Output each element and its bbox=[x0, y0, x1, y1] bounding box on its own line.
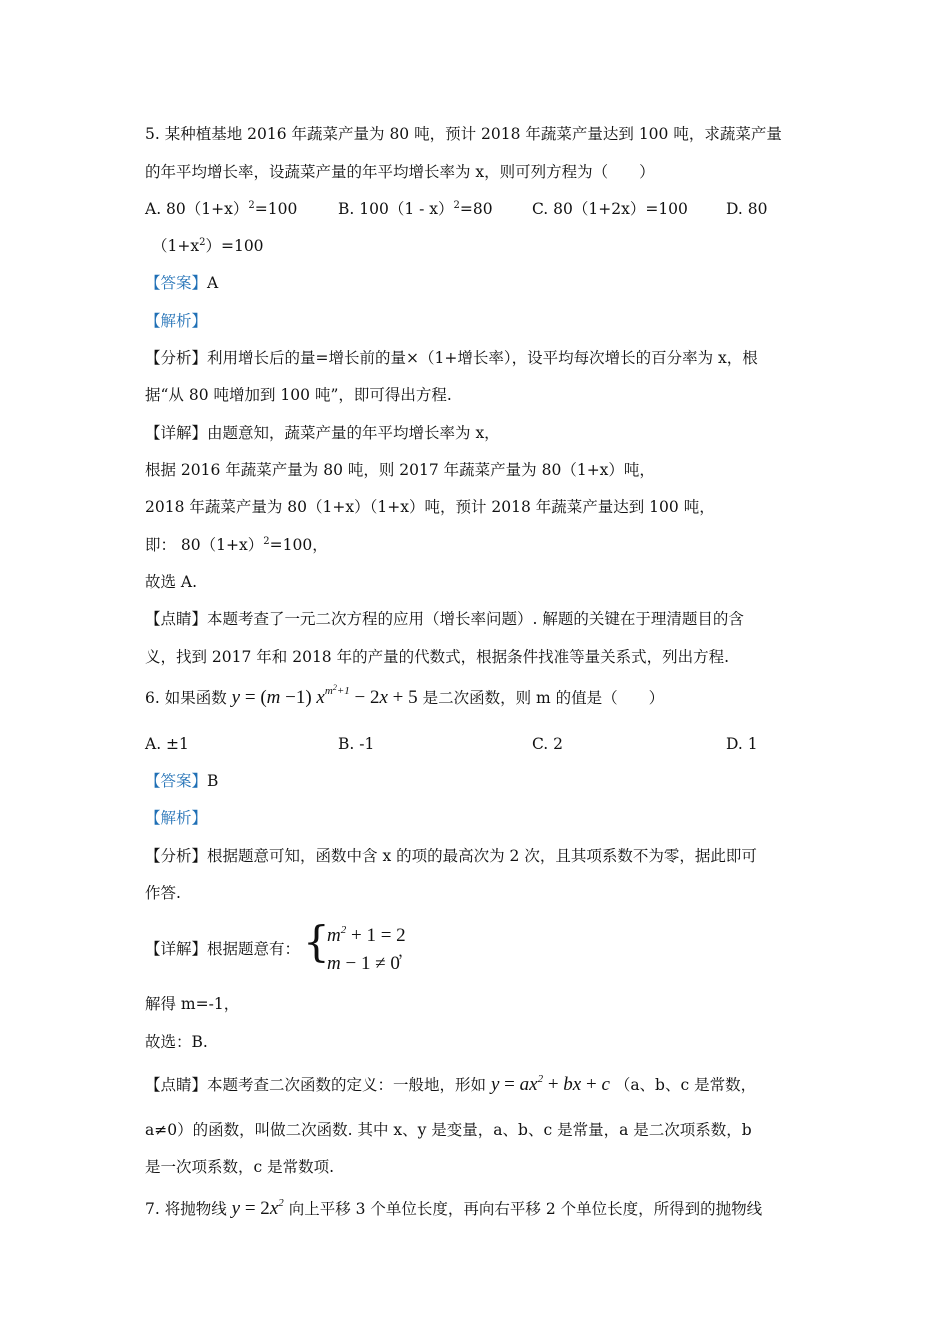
q6-equation-comma: ， bbox=[398, 942, 414, 960]
q6-analysis-tag: 【解析】 bbox=[145, 809, 208, 827]
q6-dianjing-line3: 是一次项系数，c 是常数项. bbox=[145, 1158, 335, 1176]
q6-fenxi: 【分析】根据题意可知，函数中含 x 的项的最高次为 2 次，且其项系数不为零，据此即可 bbox=[145, 847, 757, 865]
q5-answer: 【答案】A bbox=[145, 274, 219, 292]
q5-solution-line-d: 故选 A. bbox=[145, 573, 198, 591]
q6-solution-line-a: 解得 m=-1， bbox=[145, 995, 240, 1013]
q6-option-a: A. ±1 bbox=[145, 735, 189, 753]
q5-fenxi-line2: 据“从 80 吨增加到 100 吨”，即可得出方程. bbox=[145, 386, 452, 404]
q6-option-c: C. 2 bbox=[532, 735, 564, 753]
q5-stem-line1: 5. 某种植基地 2016 年蔬菜产量为 80 吨，预计 2018 年蔬菜产量达到 100 吨，求蔬菜产量 bbox=[145, 125, 782, 143]
q7-stem: 7. 将抛物线 $y = 2x^2$ 向上平移 3 个单位长度，再向右平移 2 个单位长度，所得到的抛物线 bbox=[145, 1197, 763, 1219]
q5-solution-line-b: 2018 年蔬菜产量为 80（1+x）（1+x）吨，预计 2018 年蔬菜产量达到 100 吨， bbox=[145, 498, 715, 516]
q6-dianjing: 【点睛】本题考查二次函数的定义：一般地，形如 $y = ax^2$ + bx + c （a、b、c 是常数， bbox=[145, 1073, 757, 1095]
q7-parabola-formula: $y = 2x^2$ bbox=[231, 1197, 284, 1219]
q6-quadratic-formula: $y = ax^2$ + bx + c bbox=[490, 1073, 610, 1095]
q6-equation-2: m − 1 ≠ 0 bbox=[327, 953, 400, 974]
q5-solution-line-a: 根据 2016 年蔬菜产量为 80 吨，则 2017 年蔬菜产量为 80（1+x）吨， bbox=[145, 461, 655, 479]
q5-fenxi: 【分析】利用增长后的量=增长前的量×（1+增长率），设平均每次增长的百分率为 x，根 bbox=[145, 349, 758, 367]
q5-stem-line2: 的年平均增长率，设蔬菜产量的年平均增长率为 x，则可列方程为（ ） bbox=[145, 163, 655, 181]
q5-xiangjie: 【详解】由题意知，蔬菜产量的年平均增长率为 x， bbox=[145, 424, 500, 442]
q5-option-d: D. 80 bbox=[726, 200, 768, 218]
q5-option-d-cont: $(1+x^2)=100$ bbox=[152, 237, 264, 255]
q6-xiangjie: 【详解】根据题意有： bbox=[145, 940, 301, 958]
q6-option-b: B. -1 bbox=[338, 735, 375, 753]
q5-option-c: C. 80（1+2x）=100 bbox=[532, 200, 688, 218]
q6-function-formula: y = (m −1) $x^{m^2+1} - 2x + 5$ bbox=[231, 683, 418, 708]
q5-option-b: B. 100（1 - x）$^2$=80 bbox=[338, 200, 493, 218]
q6-option-d: D. 1 bbox=[726, 735, 758, 753]
q5-analysis-tag: 【解析】 bbox=[145, 312, 208, 330]
q6-stem: 6. 如果函数 y = (m −1) $x^{m^2+1} - 2x + 5$ 是二次函数，则 m 的值是（ ） bbox=[145, 683, 665, 708]
q6-answer: 【答案】B bbox=[145, 772, 219, 790]
q5-dianjing-line2: 义，找到 2017 年和 2018 年的产量的代数式，根据条件找准等量关系式，列出方程. bbox=[145, 648, 730, 666]
left-brace-icon: { bbox=[303, 917, 330, 966]
q6-dianjing-line2: a≠0）的函数，叫做二次函数. 其中 x、y 是变量，a、b、c 是常量，a 是二次项系数，b bbox=[145, 1121, 752, 1139]
q6-fenxi-line2: 作答. bbox=[145, 884, 181, 902]
q6-equation-1: $m^2 + 1 = 2$ bbox=[327, 924, 406, 946]
q6-solution-line-b: 故选：B. bbox=[145, 1033, 208, 1051]
q5-option-a: A. $80(1+x)^2=100$ bbox=[145, 200, 298, 218]
q5-dianjing: 【点睛】本题考查了一元二次方程的应用（增长率问题）. 解题的关键在于理清题目的含 bbox=[145, 610, 744, 628]
q5-solution-line-c: 即： $80(1+x)^2=100$， bbox=[145, 536, 328, 554]
